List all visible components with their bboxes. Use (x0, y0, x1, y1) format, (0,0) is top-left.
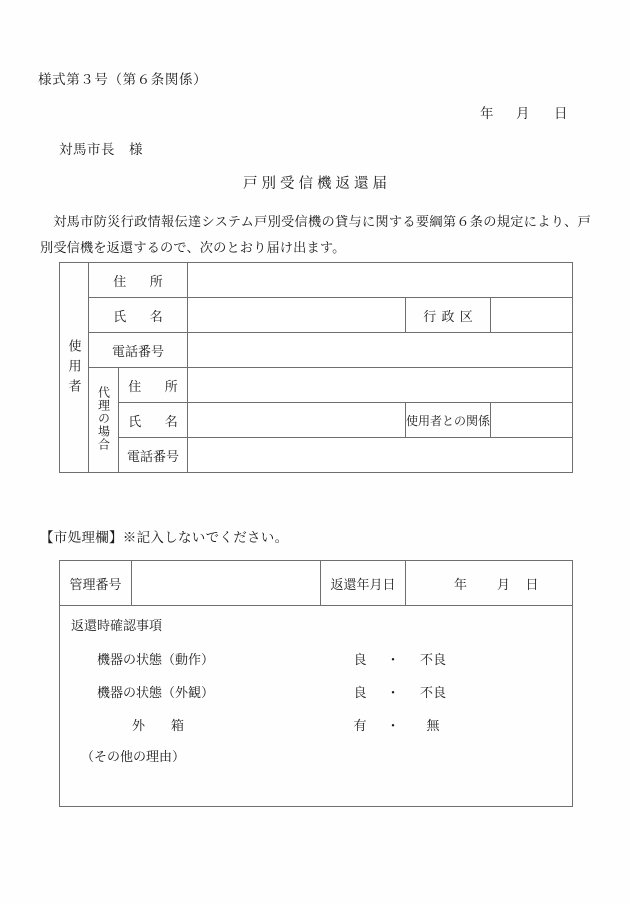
table-row (60, 333, 573, 368)
label-name-text: 氏 名 (113, 308, 168, 324)
check-label-appearance: 機器の状態（外観） (97, 685, 215, 700)
page-title: 戸別受信機返還届 (243, 176, 391, 192)
label-return-date-text: 返還年月日 (330, 576, 396, 592)
check-option-box-present[interactable]: 有 (353, 718, 367, 733)
label-agent-phone (119, 438, 188, 473)
field-agent-name[interactable] (188, 403, 406, 438)
field-return-date[interactable] (406, 561, 573, 606)
table-row (60, 368, 573, 403)
check-option-box-absent[interactable]: 無 (426, 718, 440, 733)
label-agent-name-text: 氏 名 (128, 413, 183, 429)
form-number: 様式第３号（第６条関係） (38, 72, 208, 87)
return-date-day-label: 日 (525, 576, 539, 592)
table-row (60, 561, 573, 606)
field-name[interactable] (188, 298, 406, 333)
label-address-text: 住 所 (113, 273, 168, 289)
return-check-title: 返還時確認事項 (71, 618, 163, 633)
check-option-operation-good[interactable]: 良 (353, 652, 367, 667)
label-control-number (60, 561, 132, 606)
table-row (60, 606, 573, 807)
check-option-appearance-bad[interactable]: 不良 (419, 685, 446, 700)
user-vertical-label (60, 263, 89, 473)
return-date-month-label: 月 (496, 576, 510, 592)
label-agent-address (119, 368, 188, 403)
check-separator-appearance: ・ (386, 685, 400, 700)
header-date-line (480, 102, 568, 122)
agent-vertical-label (89, 368, 119, 473)
other-reason-label: （その他の理由） (81, 749, 186, 764)
label-control-number-text: 管理番号 (69, 576, 122, 592)
check-row-appearance (60, 682, 572, 700)
check-row-outer-box (60, 715, 572, 733)
city-section-heading: 【市処理欄】※記入しないでください。 (40, 530, 289, 545)
label-district-text: 行政区 (423, 308, 478, 324)
table-row (60, 403, 573, 438)
date-day-label: 日 (554, 106, 568, 121)
field-relation[interactable] (491, 403, 573, 438)
label-phone-text: 電話番号 (112, 343, 165, 359)
check-label-outer-box: 外 箱 (132, 718, 191, 733)
body-paragraph: 対馬市防災行政情報伝達システム戸別受信機の貸与に関する要綱第６条の規定により、戸別受信機を返還するので、次のとおり届け出ます。 (40, 214, 591, 255)
date-month-label: 月 (516, 106, 530, 121)
label-agent-address-text: 住 所 (128, 378, 183, 394)
check-option-operation-bad[interactable]: 不良 (419, 652, 446, 667)
check-row-operation (60, 649, 572, 667)
city-processing-table (59, 560, 573, 807)
table-row (60, 298, 573, 333)
addressee-honorific: 様 (129, 142, 143, 157)
check-label-operation: 機器の状態（動作） (97, 652, 215, 667)
user-label-text: 使用者 (66, 338, 82, 400)
check-separator-operation: ・ (386, 652, 400, 667)
label-agent-phone-text: 電話番号 (127, 448, 180, 464)
label-address (89, 263, 188, 298)
return-check-area (60, 606, 573, 807)
field-control-number[interactable] (132, 561, 321, 606)
label-agent-name (119, 403, 188, 438)
field-agent-address[interactable] (188, 368, 573, 403)
table-row (60, 438, 573, 473)
addressee-name: 対馬市長 (59, 142, 115, 157)
field-district[interactable] (491, 298, 573, 333)
table-row (60, 263, 573, 298)
label-name (89, 298, 188, 333)
field-address[interactable] (188, 263, 573, 298)
field-agent-phone[interactable] (188, 438, 573, 473)
label-return-date (321, 561, 406, 606)
label-phone (89, 333, 188, 368)
return-date-year-label: 年 (453, 576, 467, 592)
label-relation (406, 403, 491, 438)
field-phone[interactable] (188, 333, 573, 368)
date-year-label: 年 (480, 106, 494, 121)
addressee (59, 138, 143, 158)
check-separator-box: ・ (386, 718, 400, 733)
check-option-appearance-good[interactable]: 良 (353, 685, 367, 700)
agent-label-text: 代理の場合 (96, 386, 111, 451)
label-district (406, 298, 491, 333)
applicant-table (59, 262, 573, 473)
label-relation-text: 使用者との関係 (406, 413, 491, 428)
return-check-inner (60, 606, 572, 806)
